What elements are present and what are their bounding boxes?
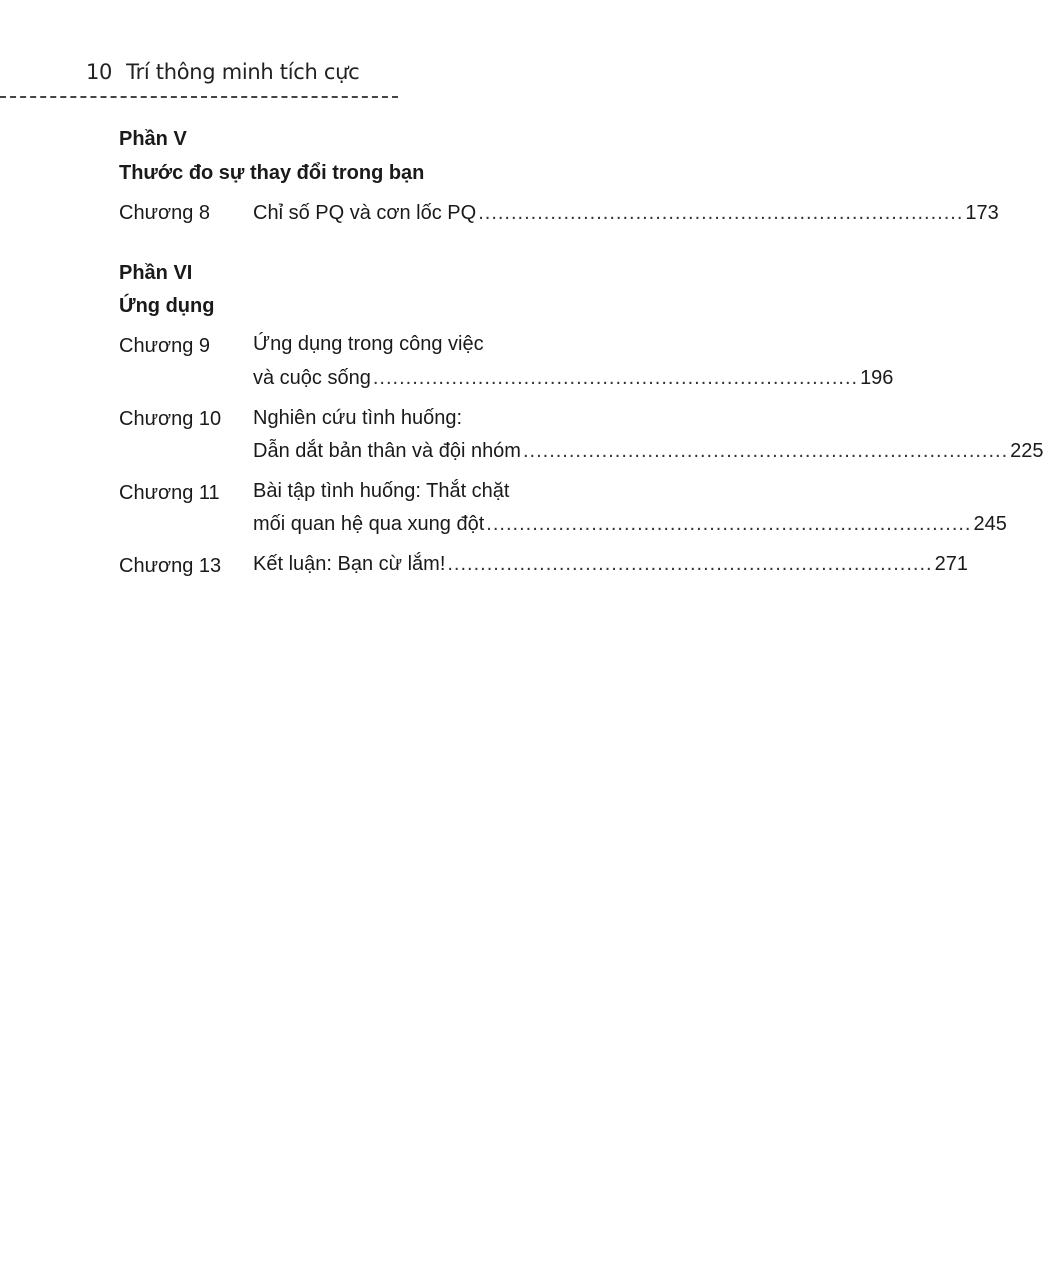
- chapter-title: Nghiên cứu tình huống:: [253, 407, 463, 429]
- chapter-title-continued: Dẫn dắt bản thân và đội nhóm: [253, 440, 521, 462]
- part-label: Phần VI: [119, 262, 193, 284]
- toc-entry[interactable]: [253, 202, 999, 225]
- chapter-title-continued: mối quan hệ qua xung đột: [253, 513, 485, 535]
- part-label: Phần V: [119, 128, 187, 150]
- chapter-title-continued: và cuộc sống: [253, 367, 371, 389]
- chapter-title: Ứng dụng trong công việc: [253, 333, 484, 355]
- chapter-title: Bài tập tình huống: Thắt chặt: [253, 480, 510, 502]
- toc-entry[interactable]: [253, 513, 1007, 536]
- page-reference: 245: [973, 513, 1007, 535]
- header-book-title: Trí thông minh tích cực: [126, 60, 360, 84]
- chapter-title: Chỉ số PQ và cơn lốc PQ: [253, 202, 477, 224]
- page-reference: 196: [860, 367, 894, 389]
- chapter-label: Chương 11: [119, 482, 220, 504]
- chapter-label: Chương 8: [119, 202, 210, 224]
- chapter-label: Chương 9: [119, 335, 210, 357]
- chapter-title: Kết luận: Bạn cừ lắm!: [253, 553, 446, 575]
- toc-entry[interactable]: [253, 553, 968, 576]
- dot-leader: ..........................................................................: [478, 202, 964, 224]
- part-title: Thước đo sự thay đổi trong bạn: [119, 162, 425, 184]
- toc-entry[interactable]: [253, 440, 1044, 463]
- chapter-label: Chương 10: [119, 408, 222, 430]
- running-header: [86, 60, 359, 84]
- part-title: Ứng dụng: [119, 295, 215, 317]
- toc-entry[interactable]: [253, 367, 894, 390]
- page-reference: 225: [1010, 440, 1044, 462]
- header-divider: [0, 96, 398, 98]
- page-reference: 271: [934, 553, 968, 575]
- dot-leader: ..........................................................................: [522, 440, 1009, 462]
- dot-leader: ..........................................................................: [447, 553, 933, 575]
- page-reference: 173: [965, 202, 999, 224]
- dot-leader: ..........................................................................: [372, 367, 859, 389]
- chapter-label: Chương 13: [119, 555, 222, 577]
- header-page-number: 10: [86, 60, 113, 84]
- dot-leader: ..........................................................................: [486, 513, 972, 535]
